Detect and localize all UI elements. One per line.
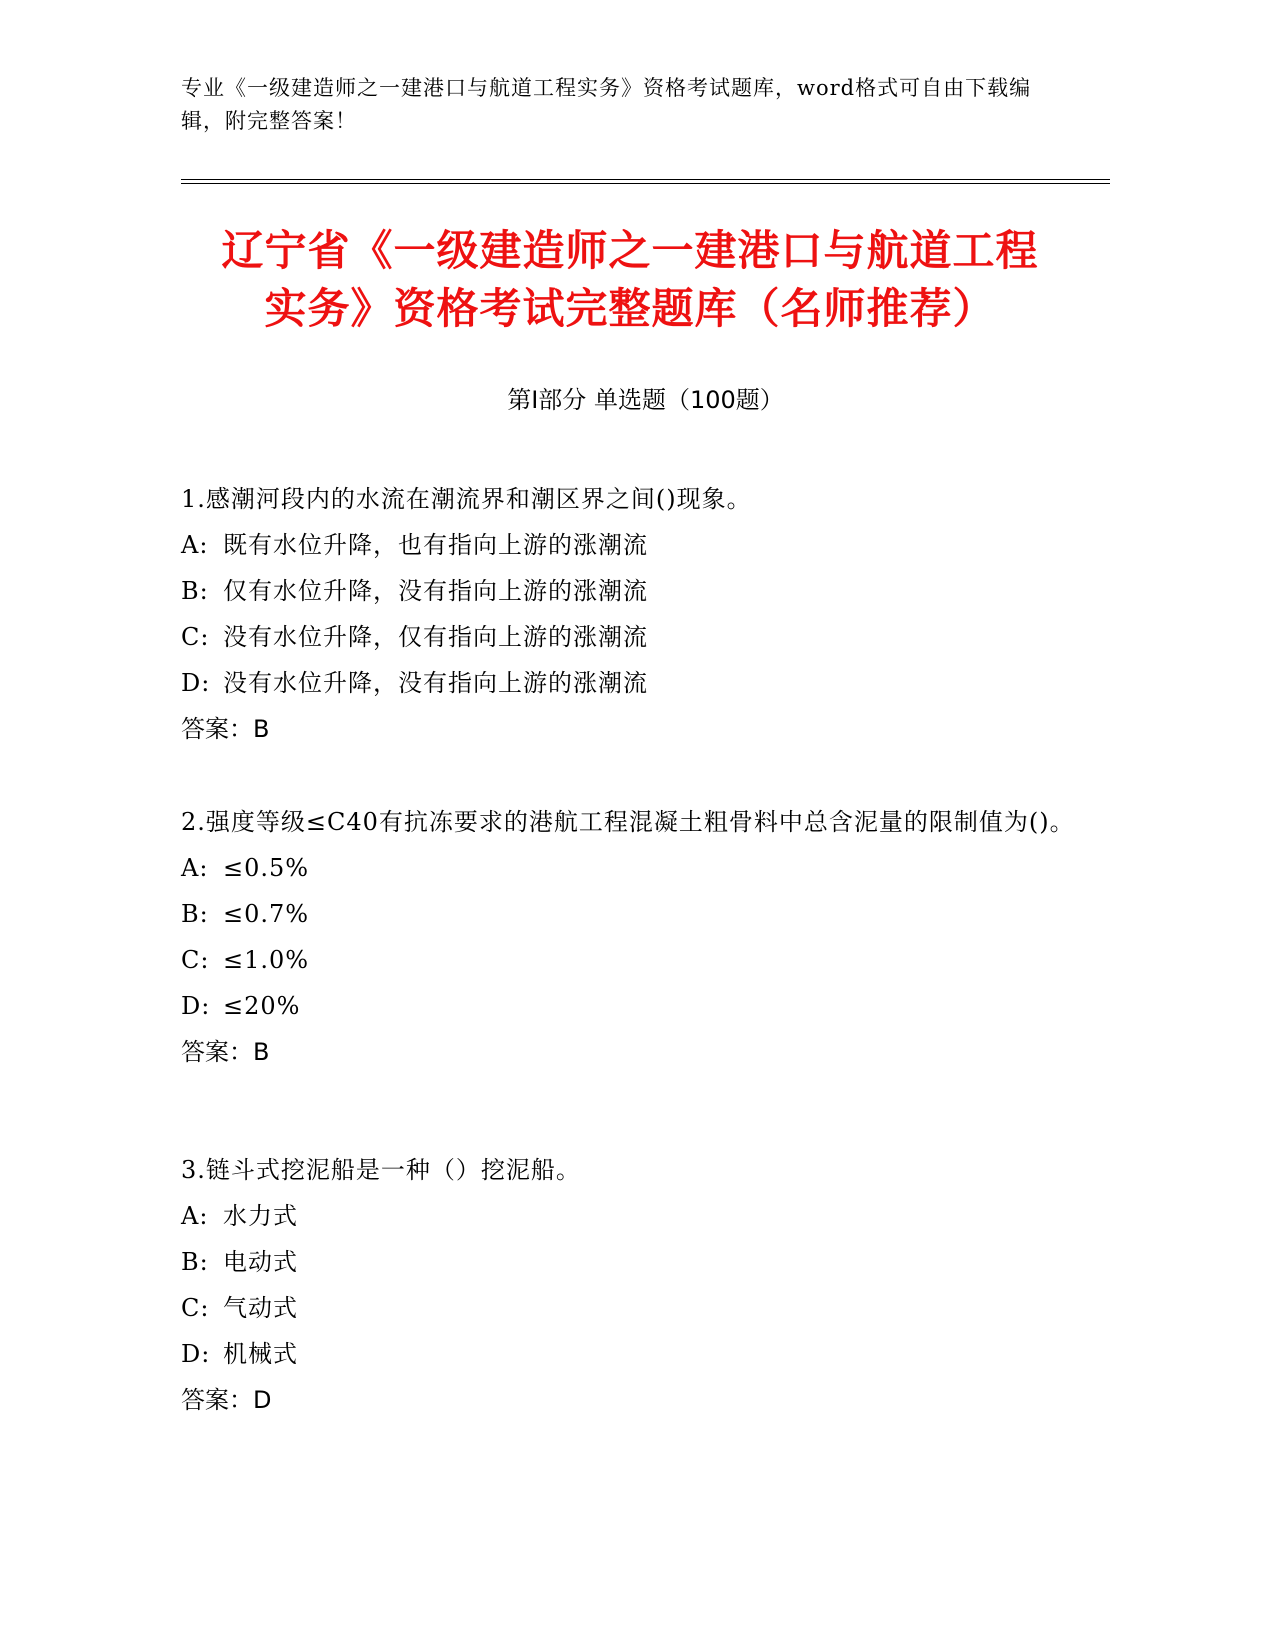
option-key: D:: [181, 1340, 211, 1368]
answer: 答案：D: [181, 1386, 272, 1414]
option-d: [181, 1331, 1081, 1377]
option-key: B:: [181, 900, 209, 928]
option-a: [181, 1193, 1081, 1239]
option-key: B:: [181, 577, 209, 605]
option-text: ≤1.0%: [223, 946, 310, 974]
answer: 答案：B: [181, 715, 270, 743]
option-key: C:: [181, 623, 210, 651]
option-a: [181, 845, 1081, 891]
intro-text: 专业《一级建造师之一建港口与航道工程实务》资格考试题库，word格式可自由下载编辑，附完整答案！: [181, 76, 1032, 133]
option-text: 既有水位升降，也有指向上游的涨潮流: [223, 531, 648, 559]
question-1: [181, 476, 1081, 752]
option-b: [181, 1239, 1081, 1285]
question-3: [181, 1147, 1081, 1423]
title-line-2: 实务》资格考试完整题库（名师推荐）: [264, 284, 996, 333]
answer: 答案：B: [181, 1038, 270, 1066]
option-key: A:: [181, 854, 209, 882]
option-text: ≤20%: [223, 992, 301, 1020]
option-b: [181, 891, 1081, 937]
section-heading: 第Ⅰ部分 单选题（100题）: [507, 386, 784, 414]
option-text: ≤0.5%: [223, 854, 310, 882]
option-key: A:: [181, 1202, 209, 1230]
option-key: C:: [181, 1294, 210, 1322]
header-divider-top: [181, 179, 1110, 180]
option-key: D:: [181, 992, 211, 1020]
option-text: 电动式: [223, 1248, 298, 1276]
option-text: 水力式: [223, 1202, 298, 1230]
option-text: 没有水位升降，没有指向上游的涨潮流: [223, 669, 648, 697]
option-key: C:: [181, 946, 210, 974]
option-key: B:: [181, 1248, 209, 1276]
header-divider-bottom: [181, 183, 1110, 184]
document-title: [180, 222, 1080, 338]
option-d: [181, 660, 1081, 706]
question-text: 3.链斗式挖泥船是一种（）挖泥船。: [181, 1156, 581, 1184]
option-d: [181, 983, 1081, 1029]
option-text: 仅有水位升降，没有指向上游的涨潮流: [223, 577, 648, 605]
option-key: D:: [181, 669, 211, 697]
option-text: ≤0.7%: [223, 900, 310, 928]
option-c: [181, 614, 1081, 660]
option-text: 气动式: [223, 1294, 298, 1322]
option-text: 没有水位升降，仅有指向上游的涨潮流: [223, 623, 648, 651]
question-text: 2.强度等级≤C40有抗冻要求的港航工程混凝土粗骨料中总含泥量的限制值为()。: [181, 808, 1075, 836]
question-text: 1.感潮河段内的水流在潮流界和潮区界之间()现象。: [181, 485, 752, 513]
option-c: [181, 937, 1081, 983]
option-key: A:: [181, 531, 209, 559]
title-line-1: 辽宁省《一级建造师之一建港口与航道工程: [221, 226, 1039, 275]
option-b: [181, 568, 1081, 614]
option-a: [181, 522, 1081, 568]
option-c: [181, 1285, 1081, 1331]
question-2: [181, 799, 1081, 1075]
option-text: 机械式: [223, 1340, 298, 1368]
